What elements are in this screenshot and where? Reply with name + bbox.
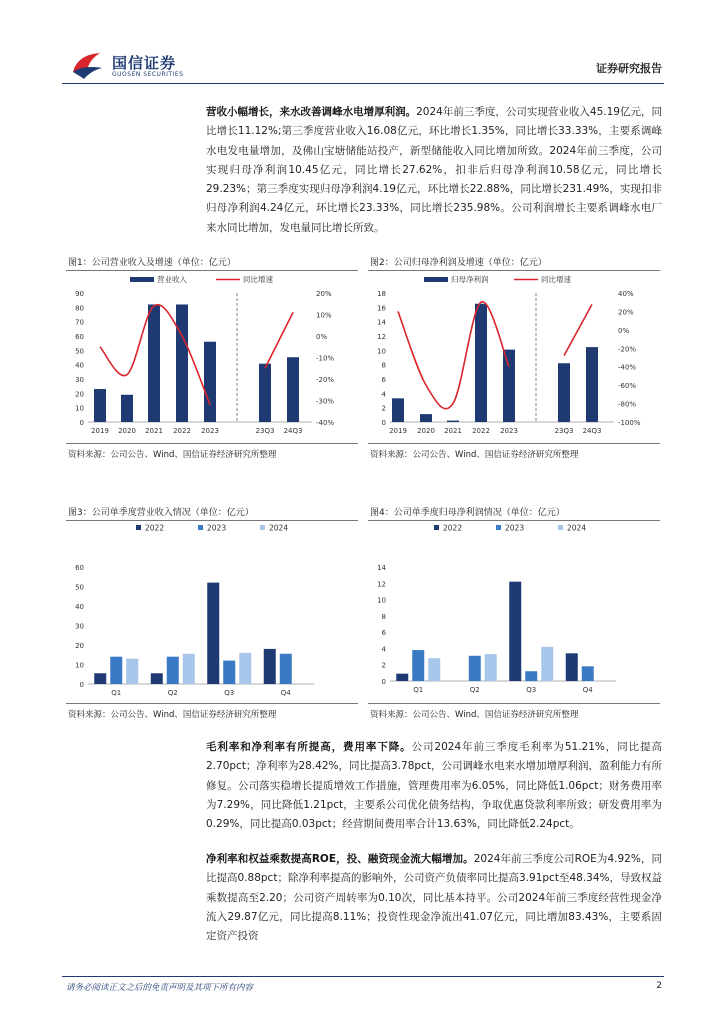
bar — [447, 421, 459, 422]
y-tick-label: 90 — [75, 290, 84, 298]
bar — [396, 674, 408, 681]
legend-label: 2022 — [145, 523, 165, 533]
growth-line — [398, 302, 509, 409]
bar — [151, 673, 163, 684]
bar — [566, 653, 578, 681]
x-tick-label: Q4 — [582, 686, 593, 694]
x-tick-label: Q1 — [111, 689, 122, 697]
figure-2 — [368, 256, 660, 460]
figure-source: 资料来源：公司公告、Wind、国信证券经济研究所整理 — [368, 703, 660, 720]
x-tick-label: 24Q3 — [582, 427, 602, 435]
paragraph-lead: 毛利率和净利率有所提高，费用率下降。 — [206, 741, 412, 753]
paragraph-revenue — [206, 103, 662, 238]
y2-tick-label: 10% — [316, 311, 332, 320]
x-tick-label: 2019 — [389, 427, 407, 435]
x-tick-label: 2020 — [417, 427, 435, 435]
bar — [392, 398, 404, 422]
y-tick-label: 12 — [377, 333, 386, 341]
y-tick-label: 4 — [381, 645, 386, 654]
figure-title: 图3：公司单季度营业收入情况（单位：亿元） — [66, 506, 358, 521]
figure-source: 资料来源：公司公告、Wind、国信证券经济研究所整理 — [66, 443, 358, 460]
bar — [420, 414, 432, 422]
bar — [485, 654, 497, 681]
y-tick-label: 30 — [75, 622, 84, 631]
y-tick-label: 60 — [75, 564, 84, 572]
bar — [264, 649, 276, 684]
bar — [428, 658, 440, 681]
bar — [110, 657, 122, 684]
logo-text-cn: 国信证券 — [112, 54, 177, 72]
x-tick-label: 2021 — [145, 427, 163, 435]
legend-label: 2023 — [207, 523, 227, 533]
x-tick-label: Q2 — [167, 689, 178, 697]
chart-revenue — [66, 271, 358, 437]
page-header — [62, 48, 662, 84]
footer-disclaimer: 请务必阅读正文之后的免责声明及其项下所有内容 — [66, 983, 254, 993]
legend-swatch — [136, 525, 141, 530]
bar — [412, 650, 424, 681]
y-tick-label: 40 — [75, 361, 84, 370]
y-tick-label: 10 — [377, 596, 386, 605]
y-tick-label: 20 — [75, 642, 84, 650]
paragraph-body: 公司2024年前三季度毛利率为51.21%，同比提高2.70pct；净利率为28.42%，同比提高3.78pct，公司调峰水电来水增加增厚利润，盈利能力有所修复。公司落实稳增长提质增效工作措施，管理费用率为6.05%，同比降低1.06pct；财务费用率为7.29%，同比降低1.21pct，主要系公司优化债务结构，争取优惠贷款利率所致；研发费用率为0.29%，同比提高0.03pct；经营期间费用率合计13.63%，同比降低2.24pct。 — [206, 741, 662, 831]
y2-tick-label: 0% — [618, 326, 630, 335]
legend-label: 同比增速 — [541, 275, 571, 284]
y-tick-label: 6 — [381, 376, 386, 384]
y-tick-label: 18 — [377, 290, 386, 298]
bar — [167, 657, 179, 684]
legend-label: 同比增速 — [243, 275, 273, 284]
legend-label: 2024 — [567, 523, 587, 533]
y2-tick-label: 0% — [316, 333, 328, 341]
bar — [525, 671, 537, 681]
footer-divider — [62, 976, 664, 977]
x-tick-label: 2019 — [91, 427, 109, 435]
chart-net-profit — [368, 271, 660, 437]
figure-1 — [66, 256, 358, 460]
figure-source: 资料来源：公司公告、Wind、国信证券经济研究所整理 — [368, 443, 660, 460]
y-tick-label: 14 — [377, 318, 386, 327]
y2-tick-label: 20% — [618, 308, 634, 317]
y-tick-label: 4 — [381, 390, 386, 399]
header-divider — [62, 83, 664, 84]
figure-source: 资料来源：公司公告、Wind、国信证券经济研究所整理 — [66, 703, 358, 720]
paragraph-body: 2024年前三季度公司ROE为4.92%，同比提高0.88pct；除净利率提高的影响外，公司资产负债率同比提高3.91pct至48.34%，导致权益乘数提高至2.20；公司资产周转率为0.10次，同比基本持平。公司2024年前三季度经营性现金净流入29.87亿元，同比提高8.11%；投资性现金净流出41.07亿元，同比增加83.43%，主要系固定资产投资 — [206, 853, 663, 943]
x-tick-label: Q3 — [224, 689, 235, 697]
page-number: 2 — [656, 981, 662, 991]
bar — [287, 357, 299, 422]
bar — [259, 364, 271, 422]
legend-label: 归母净利润 — [451, 275, 489, 284]
bar — [207, 583, 219, 684]
bar — [239, 653, 251, 684]
paragraph-body: 2024年前三季度，公司实现营业收入45.19亿元，同比增长11.12%;第三季度营业收入16.08亿元，环比增长1.35%，同比增长33.33%，主要系调峰水电发电量增加，及佛山宝塘储能站投产，新型储能收入同比增加所致。2024年前三季度，公司实现归母净利润10.45亿元，同比增长27.62%，扣非后归母净利润10.58亿元，同比增长29.23%；第三季度实现归母净利润4.19亿元，环比增长22.88%，同比增长231.49%，实现扣非归母净利润4.24亿元，环比增长23.33%，同比增长235.98%。公司利润增长主要系调峰水电厂来水同比增加，发电量同比增长所致。 — [206, 106, 663, 234]
y-tick-label: 50 — [75, 583, 84, 592]
legend-label: 营业收入 — [157, 275, 187, 284]
chart-quarterly-revenue — [66, 521, 358, 697]
x-tick-label: 2022 — [472, 427, 490, 435]
y2-tick-label: -30% — [316, 397, 335, 406]
y2-tick-label: -80% — [618, 400, 637, 409]
figure-title: 图4：公司单季度归母净利润情况（单位：亿元） — [368, 506, 660, 521]
y-tick-label: 40 — [75, 603, 84, 611]
paragraph-lead: 净利率和权益乘数提高ROE，投、融资现金流大幅增加。 — [206, 853, 474, 865]
y-tick-label: 2 — [381, 661, 386, 670]
y2-tick-label: 20% — [316, 290, 332, 298]
bar — [475, 304, 487, 422]
x-tick-label: 24Q3 — [283, 427, 303, 435]
x-tick-label: Q3 — [526, 686, 537, 694]
legend-swatch — [434, 525, 439, 530]
x-tick-label: 2023 — [500, 427, 518, 435]
y-tick-label: 0 — [381, 419, 386, 427]
y-tick-label: 10 — [75, 661, 84, 670]
y2-tick-label: -20% — [316, 376, 335, 384]
y-tick-label: 0 — [79, 681, 84, 689]
y-tick-label: 10 — [377, 347, 386, 356]
bar — [94, 389, 106, 422]
x-tick-label: 2020 — [118, 427, 136, 435]
y-tick-label: 16 — [377, 304, 386, 313]
bar — [176, 304, 188, 422]
chart-quarterly-net-profit — [368, 521, 660, 697]
y-tick-label: 80 — [75, 304, 84, 313]
bar — [541, 647, 553, 681]
bar — [121, 395, 133, 422]
y-tick-label: 0 — [381, 678, 386, 686]
bar — [558, 363, 570, 422]
report-type-label: 证券研究报告 — [596, 62, 662, 75]
y-tick-label: 60 — [75, 333, 84, 341]
x-tick-label: Q2 — [469, 686, 480, 694]
bar — [509, 582, 521, 681]
paragraph-roe — [206, 850, 662, 946]
legend-swatch — [496, 525, 501, 530]
y-tick-label: 2 — [381, 404, 386, 413]
legend-label: 2024 — [269, 523, 289, 533]
x-tick-label: 2023 — [201, 427, 219, 435]
y-tick-label: 12 — [377, 580, 386, 589]
y2-tick-label: -60% — [618, 382, 637, 391]
y-tick-label: 6 — [381, 629, 386, 638]
y-tick-label: 20 — [75, 390, 84, 399]
bar — [586, 347, 598, 422]
y-tick-label: 0 — [79, 419, 84, 427]
x-tick-label: 2021 — [444, 427, 462, 435]
y-tick-label: 10 — [75, 404, 84, 413]
y-tick-label: 70 — [75, 318, 84, 327]
figure-4 — [368, 506, 660, 720]
legend-swatch-bar — [424, 277, 448, 282]
bar — [223, 661, 235, 684]
y-tick-label: 8 — [381, 361, 386, 370]
x-tick-label: 23Q3 — [255, 427, 275, 435]
legend-swatch — [198, 525, 203, 530]
legend-swatch — [558, 525, 563, 530]
figure-3 — [66, 506, 358, 720]
guosen-logo-icon — [70, 50, 104, 80]
y2-tick-label: -100% — [618, 419, 641, 427]
bar — [503, 350, 515, 422]
y-tick-label: 50 — [75, 347, 84, 356]
bar — [582, 666, 594, 681]
legend-swatch — [260, 525, 265, 530]
y2-tick-label: -40% — [618, 363, 637, 372]
y2-tick-label: 40% — [618, 290, 634, 298]
legend-swatch-bar — [130, 277, 154, 282]
bar — [280, 654, 292, 684]
legend-label: 2023 — [505, 523, 525, 533]
x-tick-label: Q1 — [413, 686, 424, 694]
bar — [94, 673, 106, 684]
x-tick-label: 2022 — [173, 427, 191, 435]
y2-tick-label: -20% — [618, 345, 637, 354]
paragraph-margins — [206, 738, 662, 834]
bar — [204, 342, 216, 422]
y-tick-label: 8 — [381, 612, 386, 621]
figure-title: 图2：公司归母净利润及增速（单位：亿元） — [368, 256, 660, 271]
y2-tick-label: -40% — [316, 419, 335, 427]
bar — [126, 659, 138, 684]
y-tick-label: 14 — [377, 564, 386, 572]
paragraph-lead: 营收小幅增长，来水改善调峰水电增厚利润。 — [206, 106, 417, 118]
figure-title: 图1：公司营业收入及增速（单位：亿元） — [66, 256, 358, 271]
bar — [148, 304, 160, 422]
x-tick-label: Q4 — [280, 689, 291, 697]
bar — [469, 656, 481, 681]
y-tick-label: 30 — [75, 376, 84, 384]
legend-label: 2022 — [443, 523, 463, 533]
logo-text-en: GUOSEN SECURITIES — [112, 71, 184, 78]
y2-tick-label: -10% — [316, 354, 335, 363]
x-tick-label: 23Q3 — [554, 427, 574, 435]
bar — [183, 654, 195, 684]
